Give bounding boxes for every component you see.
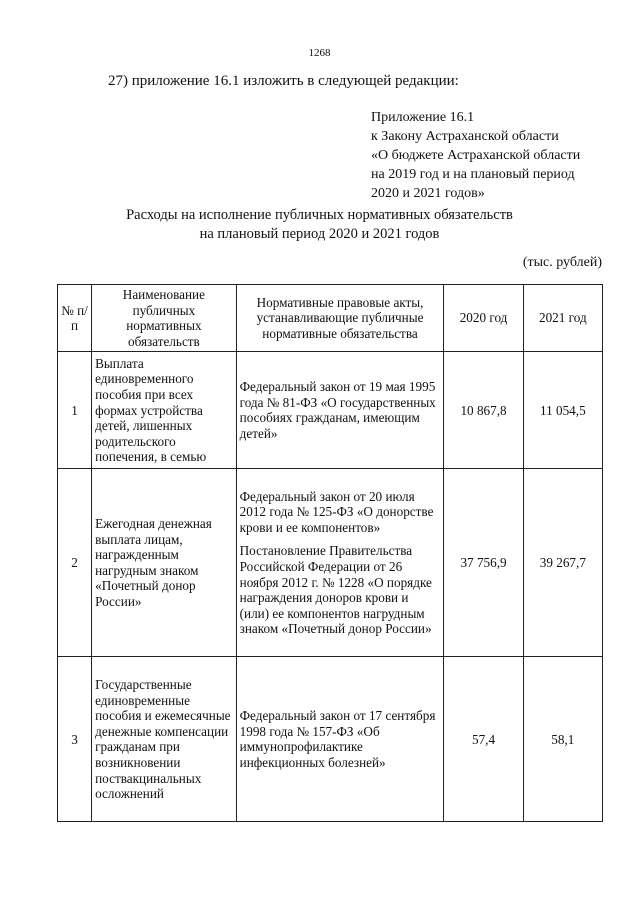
legal-acts-cell xyxy=(236,352,444,469)
appendix-line: Приложение 16.1 xyxy=(371,110,475,125)
title-line-1: Расходы на исполнение публичных нормативных обязательств xyxy=(126,207,513,223)
row-number: 3 xyxy=(58,657,92,822)
obligation-name: Государственные единовременные пособия и ежемесячные денежные компенсации гражданам при возникновении поствакцинальных осложнений xyxy=(92,657,237,822)
table-row xyxy=(58,352,603,469)
value-2020: 37 756,9 xyxy=(444,469,523,657)
legal-act: Федеральный закон от 20 июля 2012 года № 125-ФЗ «О донорстве крови и ее компонентов» xyxy=(239,488,434,535)
appendix-line: «О бюджете Астраханской области xyxy=(371,148,581,163)
appendix-line: 2020 и 2021 годов» xyxy=(371,186,485,201)
page-number: 1268 xyxy=(308,47,331,59)
header-2020: 2020 год xyxy=(444,285,523,352)
amendment-instruction: 27) приложение 16.1 изложить в следующей редакции: xyxy=(108,73,459,89)
obligation-name: Выплата единовременного пособия при всех формах устройства детей, лишенных родительского попечения, в семью xyxy=(92,352,237,469)
table-row xyxy=(58,469,603,657)
header-num: № п/п xyxy=(58,285,92,352)
legal-acts-cell xyxy=(236,657,444,822)
value-2020: 10 867,8 xyxy=(444,352,523,469)
value-2021: 11 054,5 xyxy=(523,352,602,469)
expenses-table xyxy=(57,284,603,822)
header-acts: Нормативные правовые акты, устанавливающие публичные нормативные обязательства xyxy=(236,285,444,352)
table-row xyxy=(58,657,603,822)
table-header-row xyxy=(58,285,603,352)
title-line-2: на плановый период 2020 и 2021 годов xyxy=(199,226,440,242)
value-2021: 39 267,7 xyxy=(523,469,602,657)
appendix-reference xyxy=(371,108,580,203)
obligation-name: Ежегодная денежная выплата лицам, награжденным нагрудным знаком «Почетный донор России» xyxy=(92,469,237,657)
legal-act: Постановление Правительства Российской Федерации от 26 ноября 2012 г. № 1228 «О порядке награждения доноров крови и (или) ее компонентов нагрудным знаком «Почетный донор России» xyxy=(239,543,432,637)
row-number: 1 xyxy=(58,352,92,469)
legal-act: Федеральный закон от 19 мая 1995 года № 81-ФЗ «О государственных пособиях гражданам, имеющим детей» xyxy=(239,379,436,441)
header-2021: 2021 год xyxy=(523,285,602,352)
value-2020: 57,4 xyxy=(444,657,523,822)
legal-act: Федеральный закон от 17 сентября 1998 года № 157-ФЗ «Об иммунопрофилактике инфекционных болезней» xyxy=(239,708,436,770)
header-name: Наименование публичных нормативных обязательств xyxy=(92,285,237,352)
units-label: (тыс. рублей) xyxy=(522,255,602,270)
legal-acts-cell xyxy=(236,469,444,657)
value-2021: 58,1 xyxy=(523,657,602,822)
appendix-line: к Закону Астраханской области xyxy=(371,129,559,144)
appendix-line: на 2019 год и на плановый период xyxy=(371,167,575,182)
row-number: 2 xyxy=(58,469,92,657)
document-title xyxy=(0,206,639,244)
